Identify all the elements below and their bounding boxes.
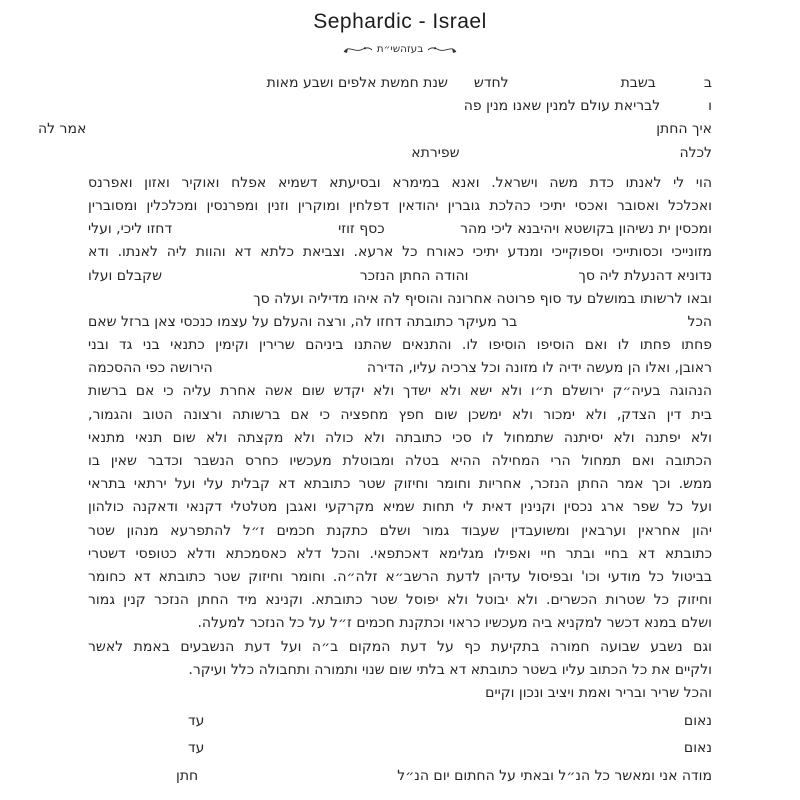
ketubah-line [88, 427, 712, 450]
fill-in-blank [88, 109, 464, 110]
ketubah-line [88, 218, 712, 241]
fill-in-blank [448, 86, 474, 87]
text-segment: נדוניא דהנעלת ליה סך [578, 267, 712, 284]
text-segment: אמר לה [38, 121, 87, 138]
text-segment: עד [188, 712, 205, 729]
fill-in-blank [198, 779, 397, 780]
fill-in-blank [88, 724, 188, 725]
text-segment: כתובתא דא בחיי ובתר חיי ואפילו מגלימא דאכתפאי. והכל דלא כאסמכתא ודלא כטופסי דשטרי [88, 545, 712, 562]
ketubah-line [88, 543, 712, 566]
text-segment: שפירתא [411, 144, 460, 161]
text-segment: הירושה כפי ההסכמה [88, 360, 213, 377]
ketubah-line [88, 612, 712, 635]
text-segment: הנהוגה בעיה״ק ירושלם ת״ו ולא ישא ולא ישדך ולא יקדש שום אשה אחרת עליה כי אם ברשות [88, 383, 712, 400]
fill-in-blank [88, 86, 267, 87]
text-segment: וגם נשבע שבועה חמורה בתקיעת כף על דעת המקום ב״ה ועל דעת הנשבעים באמת לאשר [88, 638, 712, 655]
ketubah-line [88, 288, 712, 311]
fill-in-blank [468, 279, 578, 280]
ketubah-line [88, 682, 712, 705]
ketubah-line [88, 72, 712, 95]
ketubah-line [88, 496, 712, 519]
fill-in-blank [204, 751, 684, 752]
text-segment: שקבלם ועלו [88, 267, 162, 284]
ketubah-body [0, 58, 800, 788]
fill-in-blank [656, 86, 704, 87]
ketubah-line [88, 357, 712, 380]
fill-in-blank [86, 132, 656, 133]
ketubah-line [88, 404, 712, 427]
text-segment: לכלה [679, 144, 712, 161]
text-segment: בביטול כל מודעי וכו' ובפיסול עדיהן לדעת הרשב״א זלה״ה. וחומר וחיזוק שטר כתובתא דא כחומר [88, 568, 712, 585]
ketubah-line [38, 118, 712, 141]
ketubah-line [88, 265, 712, 288]
ketubah-line [88, 659, 712, 682]
flourish-right-icon [427, 42, 457, 56]
text-segment: ולקיים את כל הכתוב עליו בשטר כתובתא דא בלתי שום שנוי ותמורה ותחבולה כלל ועיקר. [188, 661, 712, 678]
text-segment: עד [188, 740, 205, 757]
text-segment: הכל [687, 313, 712, 330]
text-segment: נאום [683, 740, 712, 757]
ketubah-line [88, 710, 712, 733]
text-segment: נאום [683, 712, 712, 729]
fill-in-blank [162, 279, 360, 280]
fill-in-blank [460, 156, 680, 157]
fill-in-blank [88, 156, 411, 157]
text-segment: לחדש [473, 75, 509, 91]
text-segment: ואכלכל ואסובר ואכסי יתיכי כהלכת גוברין יהודאין דפלחין ומוקרין וזנין ומפרנסין ומכלכלין ומסוברין [88, 197, 712, 214]
text-segment: ועל כל שפר ארג נכסין וקנינין דאית לי תחות שמיא מקרקעי ואגבן מטלטלי דקנאי ודאקנה כולהון [88, 499, 712, 516]
text-segment: לבריאת עולם למנין שאנו מנין פה [463, 98, 661, 115]
ketubah-line [88, 450, 712, 473]
fill-in-blank [88, 302, 253, 303]
text-segment: בית דין הצדק, ולא ימכור ולא ימשכן שום חפץ מחפציה כי אם ברשותה ורצונה הטוב והגמור, [88, 406, 712, 423]
ketubah-line [88, 636, 712, 659]
ketubah-line [88, 241, 712, 264]
text-segment: ושלם במנא דכשר למקניא ביה מעכשיו כראוי וכתקנת חכמים ז״ל על כל הנזכר למעלה. [197, 615, 712, 632]
fill-in-blank [509, 86, 621, 87]
text-segment: חתן [176, 767, 199, 784]
text-segment: בשבת [620, 75, 656, 91]
ketubah-line [88, 520, 712, 543]
text-segment: הכתובה ואם תמחול הרי המחילה ההיא בטלה ומבוטלת מעכשיו כחרס הנשבר וכדבר שאין בו [88, 453, 712, 469]
header-ornament [0, 40, 800, 58]
fill-in-blank [88, 779, 176, 780]
fill-in-blank [660, 109, 708, 110]
text-segment: ובאו לרשותו במושלם עד סוף פרוטה אחרונה והוסיף לה איהו מדיליה ועלה סך [253, 290, 712, 307]
fill-in-blank [88, 751, 188, 752]
text-segment: פחתו פחתו לו ואם הוסיפו הוסיפו לו. והתנאים שהתנו ביניהם שרירין וקימין כתנאי בני גד ובני [88, 337, 712, 354]
text-segment: ממש. וכך אמר החתן הנזכר, אחריות וחומר וחיזוק שטר כתובתא דא קבלית עלי ועל ירתאי בתראי [88, 476, 712, 493]
text-segment: כסף זוזי [338, 221, 385, 238]
ketubah-line [88, 566, 712, 589]
text-segment: הוי לי לאנתו כדת משה וישראל. ואנא במימרא ובסיעתא דשמיא אפלח ואוקיר ואזון ואפרנס [88, 174, 712, 191]
text-segment: שנת חמשת אלפים ושבע מאות [266, 75, 448, 91]
ketubah-line [88, 380, 712, 403]
fill-in-blank [204, 724, 684, 725]
ketubah-line [88, 334, 712, 357]
text-segment: יהון אחראין וערבאין ומשועבדין שעבוד גמור ושלם כתקנת חכמים ז״ל להתפרעא מנהון שטר [88, 522, 712, 539]
text-segment: והודה החתן הנזכר [359, 267, 469, 284]
page-title: Sephardic - Israel [313, 10, 487, 33]
ketubah-line [88, 765, 712, 788]
ketubah-line [88, 95, 712, 118]
ketubah-line [88, 311, 712, 334]
ketubah-line [88, 195, 712, 218]
text-segment: מודה אני ומאשר כל הנ״ל ובאתי על החתום יום הנ״ל [397, 767, 712, 784]
text-segment: ו [708, 98, 712, 115]
ketubah-line [88, 737, 712, 760]
ketubah-line [88, 172, 712, 195]
text-segment: והכל שריר ובריר ואמת ויציב ונכון וקיים [485, 684, 712, 701]
ketubah-line [88, 142, 712, 165]
text-segment: ולא יפתנה ולא יסיתנה שתמחול לו סכי כתובתה ולא כולה ולא מקצתה ולא שום תנאי מתנאי [88, 429, 712, 446]
text-segment: ב [703, 75, 712, 91]
text-segment: ראובן, ואלו הן מעשה ידיה לו מזונה וכל צרכיה עליו, הדירה [366, 360, 712, 377]
ketubah-line [88, 589, 712, 612]
text-segment: וחיזוק כל שטרות הכשרים. ולא יבוטל ולא יפוסל שטר כתובתא. וקנינא מיד החתן הנזכר קנין גמור [88, 592, 712, 609]
ornament-text: בעזהשי״ת [376, 43, 424, 55]
fill-in-blank [517, 325, 687, 326]
fill-in-blank [385, 232, 460, 233]
text-segment: ומכסין ית נשיהון בקושטא ויהיבנא ליכי מהר [460, 221, 712, 238]
text-segment: מזונייכי וכסותייכי וספוקייכי ומנדע יתיכי כאורח כל ארעא. וצביאת כלתא דא והוות ליה לאנתו. ודא [88, 244, 712, 261]
text-segment: דחזו ליכי, ועלי [88, 221, 173, 238]
ketubah-line [88, 473, 712, 496]
flourish-left-icon [343, 42, 373, 56]
fill-in-blank [172, 232, 338, 233]
text-segment: איך החתן [656, 121, 712, 138]
fill-in-blank [213, 371, 367, 372]
text-segment: בר מעיקר כתובתה דחזו לה, ורצה והעלם על עצמו כנכסי צאן ברזל שאם [88, 313, 518, 330]
